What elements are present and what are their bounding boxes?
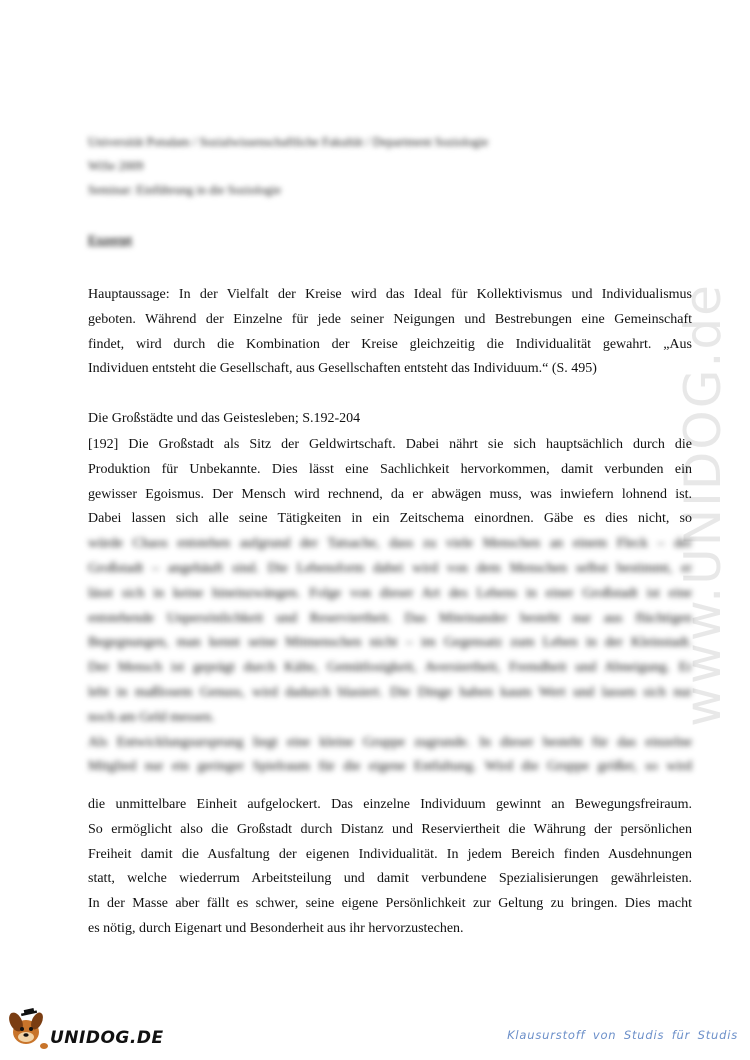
text-line: gewisser Egoismus. Der Mensch wird rechnend, da er abwägen muss, was inwiefern lohnend ist. — [88, 486, 692, 502]
blurred-text-line: noch am Geld messen. — [88, 709, 215, 725]
text-line: In der Masse aber fällt es schwer, seine eigene Persönlichkeit zur Geltung zu bringen. Dies macht — [88, 896, 692, 912]
blurred-text-line: lebt in maßlosem Genuss, wird dadurch blasiert. Die Dinge haben kaum Wert und lassen sich nur — [88, 684, 692, 700]
text-line: statt, welche wiederrum Arbeitsteilung und damit verbundene Spezialisierungen gewährleisten. — [88, 871, 692, 887]
blurred-text-line: Der Mensch ist geprägt durch Kälte, Gemütlosigkeit, Aversiertheit, Fremdheit und Abneigung. Er — [88, 660, 692, 676]
blurred-text-line: würde Chaos entstehen aufgrund der Tatsache, dass zu viele Menschen an einem Fleck – der — [88, 536, 692, 552]
section-heading: Die Großstädte und das Geistesleben; S.192-204 — [88, 411, 361, 426]
text-line: es nötig, durch Eigenart und Besonderheit aus ihr hervorzustechen. — [88, 920, 464, 936]
text-line: Dabei lassen sich alle seine Tätigkeiten in ein Zeitschema einordnen. Gäbe es dies nicht, so — [88, 511, 692, 527]
text-line: Hauptaussage: In der Vielfalt der Kreise wird das Ideal für Kollektivismus und Individualismus — [88, 287, 692, 302]
paragraph-main-thesis — [88, 283, 692, 382]
paragraph-individuality — [88, 793, 692, 942]
logo-wordmark: UNIDOG.DE — [50, 1028, 164, 1048]
unidog-logo — [4, 1002, 164, 1054]
text-line: Individuen entsteht die Gesellschaft, aus Gesellschaften entsteht das Individuum.“ (S. 495) — [88, 361, 597, 377]
footer-tagline: Klausurstoff von Studis für Studis — [507, 1028, 738, 1042]
header-seminar: Seminar: Einführung in die Soziologie — [88, 183, 282, 197]
text-line: Produktion für Unbekannte. Dies lässt eine Sachlichkeit hervorkommen, damit verbunden ein — [88, 461, 692, 477]
text-line: So ermöglicht also die Großstadt durch Distanz und Reserviertheit die Währung der persönlichen — [88, 821, 692, 837]
header-institution: Universität Potsdam / Sozialwissenschaftliche Fakultät / Department Soziologie — [88, 135, 489, 149]
text-line: findet, wird durch die Kombination der Kreise gleichzeitig die Individualität gewahrt. „Aus — [88, 336, 692, 352]
header-semester: WiSe 2009 — [88, 159, 144, 173]
watermark-text: www.UNIDOG.de — [674, 283, 733, 727]
document-header — [88, 130, 688, 202]
text-line: geboten. Während der Einzelne für jede seiner Neigungen und Bestrebungen eine Gemeinschaft — [88, 311, 692, 327]
blurred-text-line: Großstadt – angehäuft sind. Die Lebensform dabei wird von dem Menschen selbst bestimmt, er — [88, 560, 692, 576]
blurred-text-line: entstehende Unpersönlichkeit und Reserviertheit. Das Miteinander besteht nur aus flüchtigen — [88, 610, 692, 626]
document-title: Exzerpt — [88, 232, 133, 247]
blurred-text-line: Mitglied nur ein geringer Spielraum für die eigene Entfaltung. Wird die Gruppe größer, so wird — [88, 759, 692, 775]
blurred-text-line: Als Entwicklungsursprung liegt eine kleine Gruppe zugrunde. In dieser besteht für das einzelne — [88, 734, 692, 750]
paragraph-grossstadt — [88, 433, 692, 780]
text-line: die unmittelbare Einheit aufgelockert. Das einzelne Individuum gewinnt an Bewegungsfreiraum. — [88, 797, 692, 812]
text-line: Freiheit damit die Ausfaltung der eigenen Individualität. In jedem Bereich finden Ausdehnungen — [88, 846, 692, 862]
text-line: [192] Die Großstadt als Sitz der Geldwirtschaft. Dabei nährt sie sich hauptsächlich durch die — [88, 437, 692, 452]
blurred-text-line: lässt sich in keine hineinzwängen. Folge von dieser Art des Lebens in einer Großstadt ist eine — [88, 585, 692, 601]
dog-mascot-icon — [4, 1002, 56, 1054]
blurred-text-block — [88, 532, 692, 780]
blurred-text-line: Begegnungen, man kennt seine Mitmenschen nicht – im Gegensatz zum Leben in der Kleinstadt. — [88, 635, 692, 651]
